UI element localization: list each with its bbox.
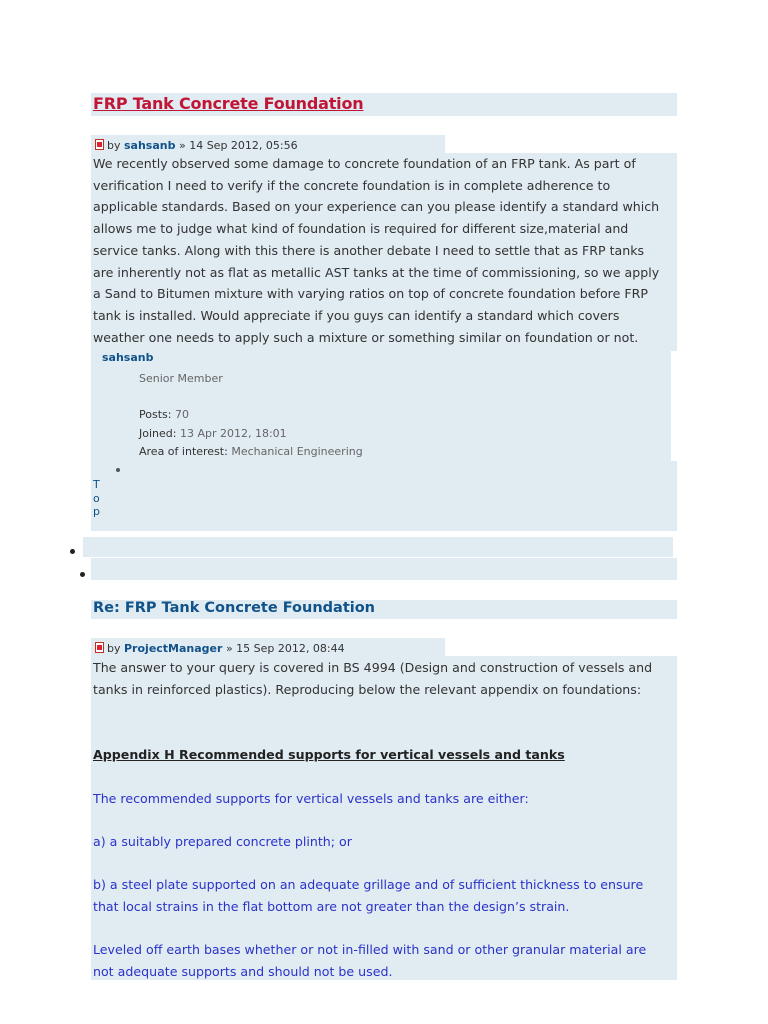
- post1-footer-band: [91, 461, 677, 531]
- bullet-dot: [80, 572, 85, 577]
- interest-label: Area of interest:: [139, 445, 228, 458]
- body-line: b) a steel plate supported on an adequate grillage and of sufficient thickness to ensure: [93, 877, 644, 892]
- body-line: that local strains in the flat bottom are not greater than the design’s strain.: [93, 898, 570, 914]
- post1-date: » 14 Sep 2012, 05:56: [178, 139, 298, 152]
- top-link-char: T: [93, 478, 100, 491]
- post-icon[interactable]: [95, 139, 104, 150]
- joined-value: 13 Apr 2012, 18:01: [179, 427, 287, 440]
- post2-date: » 15 Sep 2012, 08:44: [225, 642, 345, 655]
- body-line: verification I need to verify if the concrete foundation is in complete adherence to: [93, 177, 611, 193]
- body-line: tanks in reinforced plastics). Reproducing below the relevant appendix on foundations:: [93, 681, 642, 697]
- appendix-para-3: [93, 874, 643, 917]
- bullet-dot: [70, 549, 75, 554]
- body-line: service tanks. Along with this there is another debate I need to settle that as FRP tanks: [93, 242, 645, 258]
- profile-joined: [139, 427, 287, 440]
- profile-rank: Senior Member: [139, 372, 223, 385]
- post1-body: [93, 153, 659, 348]
- post-icon[interactable]: [95, 642, 104, 653]
- body-line: Leveled off earth bases whether or not in-filled with sand or other granular material are: [93, 942, 647, 957]
- profile-posts: [139, 408, 189, 421]
- body-line: We recently observed some damage to concrete foundation of an FRP tank. As part of: [93, 156, 636, 171]
- joined-label: Joined:: [139, 427, 177, 440]
- appendix-heading: Appendix H Recommended supports for vertical vessels and tanks: [93, 747, 565, 762]
- post1-meta: [95, 139, 298, 152]
- separator-band-2: [91, 558, 677, 580]
- post1-title-link[interactable]: FRP Tank Concrete Foundation: [93, 94, 364, 113]
- appendix-para-1: The recommended supports for vertical vessels and tanks are either:: [93, 791, 529, 806]
- post2-title-rest: : FRP Tank Concrete Foundation: [114, 600, 376, 616]
- body-line: weather one needs to apply such a mixture or something similar on foundation or not.: [93, 329, 639, 345]
- post2-body-band: [91, 656, 677, 980]
- post2-intro: [93, 657, 652, 700]
- profile-username-link[interactable]: sahsanb: [102, 351, 154, 364]
- post1-author-link[interactable]: sahsanb: [124, 139, 176, 152]
- body-line: applicable standards. Based on your experience can you please identify a standard which: [93, 199, 660, 215]
- separator-band-1: [83, 537, 673, 557]
- top-link-char: p: [93, 505, 100, 518]
- body-line: The answer to your query is covered in BS 4994 (Design and construction of vessels and: [93, 660, 653, 675]
- body-line: not adequate supports and should not be used.: [93, 963, 393, 979]
- appendix-para-2: a) a suitably prepared concrete plinth; or: [93, 834, 352, 849]
- post2-meta: [95, 642, 345, 655]
- post2-title-link[interactable]: [93, 600, 375, 616]
- top-link-char: o: [93, 491, 100, 505]
- meta-by-label: by: [107, 642, 121, 655]
- appendix-para-4: [93, 939, 646, 982]
- post2-title-re: Re: [93, 600, 114, 616]
- profile-interest: [139, 445, 363, 458]
- post2-author-link[interactable]: ProjectManager: [124, 642, 223, 655]
- top-link[interactable]: [93, 478, 100, 519]
- bullet-dot: [116, 468, 120, 472]
- interest-value: Mechanical Engineering: [231, 445, 363, 458]
- body-line: allows me to judge what kind of foundation is required for different size,material and: [93, 221, 629, 237]
- posts-value[interactable]: 70: [174, 408, 189, 421]
- body-line: tank is installed. Would appreciate if you guys can identify a standard which covers: [93, 307, 620, 323]
- meta-by-label: by: [107, 139, 121, 152]
- body-line: are inherently not as flat as metallic AST tanks at the time of commissioning, so we apply: [93, 264, 660, 280]
- posts-label: Posts:: [139, 408, 172, 421]
- body-line: a Sand to Bitumen mixture with varying ratios on top of concrete foundation before FRP: [93, 286, 648, 302]
